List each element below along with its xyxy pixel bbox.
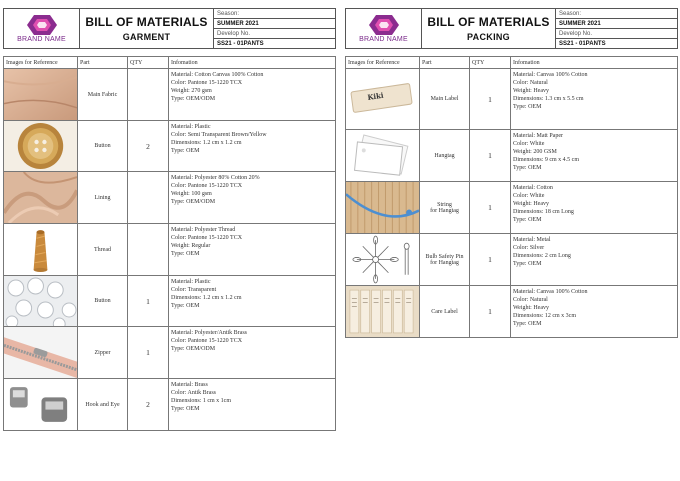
brand-name: BRAND NAME	[17, 35, 66, 43]
part-cell: Lining	[78, 172, 128, 224]
doc-subtitle: PACKING	[467, 32, 510, 42]
info-line: Type: OEM	[171, 406, 200, 412]
table-row	[346, 234, 678, 286]
part-cell: Button	[78, 121, 128, 172]
lining-fabric-image	[4, 172, 78, 224]
horn-button-image	[4, 121, 78, 172]
season-value: SUMMER 2021	[214, 19, 335, 29]
info-line: Weight: Regular	[171, 243, 211, 249]
part-cell: Button	[78, 276, 128, 327]
info-line: Type: OEM	[171, 148, 200, 154]
info-line: Material: Matt Paper	[513, 133, 563, 139]
table-header-row	[346, 57, 678, 69]
table-row	[4, 69, 336, 121]
develop-value: SS21 - 01PANTS	[217, 40, 264, 47]
info-line: Color: Pantone 15-1220 TCX	[171, 338, 243, 344]
part-cell: Thread	[78, 224, 128, 276]
info-line: Material: Polyester/Antik Brass	[171, 330, 247, 336]
col-images: Images for Reference	[346, 57, 420, 69]
table-row	[4, 327, 336, 379]
season-label: Season:	[556, 9, 677, 19]
info-line: Material: Plastic	[171, 279, 211, 285]
part-cell: Hook and Eye	[78, 379, 128, 431]
qty-cell: 1	[470, 182, 511, 234]
qty-cell: 2	[128, 379, 169, 431]
brand-logo	[4, 9, 80, 48]
brand-logo	[346, 9, 422, 48]
info-line: Dimensions: 1.2 cm x 1.2 cm	[171, 140, 242, 146]
info-cell	[169, 276, 336, 327]
table-row	[4, 379, 336, 431]
info-line: Type: OEM	[513, 165, 542, 171]
info-line: Type: OEM	[171, 303, 200, 309]
develop-label: Develop No.	[214, 29, 335, 39]
doc-title: BILL OF MATERIALS	[85, 15, 208, 29]
season-value: SUMMER 2021	[556, 19, 677, 29]
info-cell	[169, 172, 336, 224]
col-qty: QTY	[470, 57, 511, 69]
info-line: Color: Semi Transparent Brown/Yellow	[171, 132, 267, 138]
part-cell: Zipper	[78, 327, 128, 379]
info-line: Color: Pantone 15-1220 TCX	[171, 235, 243, 241]
table-row	[346, 286, 678, 338]
info-line: Dimensions: 1 cm x 1cm	[171, 398, 231, 404]
info-line: Weight: 100 gsm	[171, 191, 212, 197]
svg-text:Kiki: Kiki	[366, 90, 384, 103]
info-cell	[511, 130, 678, 182]
packing-bom-sheet	[345, 8, 678, 338]
table-row	[346, 182, 678, 234]
hexagon-logo-icon	[369, 15, 399, 35]
info-cell	[169, 379, 336, 431]
info-line: Material: Canvas 100% Cotton	[513, 289, 588, 295]
garment-bom-sheet	[3, 8, 336, 431]
thread-spool-image	[4, 224, 78, 276]
info-line: Dimensions: 12 cm x 3cm	[513, 313, 576, 319]
info-line: Weight: Heavy	[513, 305, 550, 311]
info-line: Dimensions: 1.2 cm x 1.2 cm	[171, 295, 242, 301]
qty-cell: 1	[470, 234, 511, 286]
info-line: Dimensions: 18 cm Long	[513, 209, 574, 215]
table-row	[4, 172, 336, 224]
info-line: Material: Polyester Thread	[171, 227, 236, 233]
info-cell	[169, 224, 336, 276]
info-line: Color: Pantone 15-1220 TCX	[171, 80, 243, 86]
part-cell: Hangtag	[420, 130, 470, 182]
hangtag-cards-image	[346, 130, 420, 182]
info-line: Type: OEM	[513, 321, 542, 327]
season-label: Season:	[214, 9, 335, 19]
qty-cell: 1	[470, 69, 511, 130]
care-labels-image	[346, 286, 420, 338]
info-line: Dimensions: 2 cm Long	[513, 253, 571, 259]
info-cell	[511, 286, 678, 338]
info-line: Material: Plastic	[171, 124, 211, 130]
qty-cell	[128, 172, 169, 224]
qty-cell: 2	[128, 121, 169, 172]
doc-title-block	[422, 9, 556, 48]
info-cell	[511, 69, 678, 130]
info-line: Material: Cotton Canvas 100% Cotton	[171, 72, 264, 78]
safety-pins-image	[346, 234, 420, 286]
info-line: Type: OEM	[513, 261, 542, 267]
qty-cell	[128, 69, 169, 121]
meta-block	[556, 9, 677, 48]
info-line: Color: White	[513, 141, 545, 147]
info-line: Color: Natural	[513, 80, 548, 86]
string-image	[346, 182, 420, 234]
info-line: Type: OEM/ODM	[171, 96, 216, 102]
info-line: Color: Antik Brass	[171, 390, 217, 396]
info-cell	[511, 234, 678, 286]
table-row	[346, 130, 678, 182]
info-line: Dimensions: 9 cm x 4.5 cm	[513, 157, 579, 163]
info-line: Material: Cotton	[513, 185, 553, 191]
main-label-image	[346, 69, 420, 130]
part-cell: Care Label	[420, 286, 470, 338]
info-line: Weight: Heavy	[513, 201, 550, 207]
info-line: Color: White	[513, 193, 545, 199]
part-cell: String for Hangtag	[420, 182, 470, 234]
info-cell	[169, 69, 336, 121]
info-line: Material: Metal	[513, 237, 551, 243]
info-line: Color: Natural	[513, 297, 548, 303]
qty-cell: 1	[128, 327, 169, 379]
part-cell: Main Fabric	[78, 69, 128, 121]
fabric-swatch-image	[4, 69, 78, 121]
info-line: Material: Brass	[171, 382, 208, 388]
table-row	[346, 69, 678, 130]
info-line: Type: OEM/ODM	[171, 199, 216, 205]
info-line: Dimensions: 1.3 cm x 5.5 cm	[513, 96, 584, 102]
info-cell	[511, 182, 678, 234]
info-line: Weight: 270 gsm	[171, 88, 212, 94]
develop-label: Develop No.	[556, 29, 677, 39]
qty-cell: 1	[128, 276, 169, 327]
col-qty: QTY	[128, 57, 169, 69]
info-line: Type: OEM/ODM	[171, 346, 216, 352]
col-info: Infomation	[169, 57, 336, 69]
qty-cell: 1	[470, 286, 511, 338]
table-row	[4, 276, 336, 327]
info-line: Type: OEM	[171, 251, 200, 257]
part-cell: Main Label	[420, 69, 470, 130]
develop-value: SS21 - 01PANTS	[559, 40, 606, 47]
zipper-image	[4, 327, 78, 379]
info-line: Weight: Heavy	[513, 88, 550, 94]
packing-header	[345, 8, 678, 49]
col-images: Images for Reference	[4, 57, 78, 69]
part-cell: Bulb Safety Pin for Hangtag	[420, 234, 470, 286]
col-part: Part	[78, 57, 128, 69]
qty-cell	[128, 224, 169, 276]
table-row	[4, 121, 336, 172]
clear-buttons-image	[4, 276, 78, 327]
packing-bom-table	[345, 56, 678, 338]
hexagon-logo-icon	[27, 15, 57, 35]
info-line: Color: Silver	[513, 245, 545, 251]
doc-subtitle: GARMENT	[122, 32, 171, 42]
col-part: Part	[420, 57, 470, 69]
hook-and-eye-image	[4, 379, 78, 431]
doc-title: BILL OF MATERIALS	[427, 15, 550, 29]
table-header-row	[4, 57, 336, 69]
garment-bom-table	[3, 56, 336, 431]
info-cell	[169, 327, 336, 379]
doc-title-block	[80, 9, 214, 48]
info-line: Weight: 200 GSM	[513, 149, 557, 155]
info-line: Material: Polyester 80% Cotton 20%	[171, 175, 260, 181]
info-cell	[169, 121, 336, 172]
info-line: Color: Pantone 15-1220 TCX	[171, 183, 243, 189]
info-line: Color: Transparent	[171, 287, 217, 293]
table-row	[4, 224, 336, 276]
qty-cell: 1	[470, 130, 511, 182]
garment-header	[3, 8, 336, 49]
info-line: Type: OEM	[513, 104, 542, 110]
brand-name: BRAND NAME	[359, 35, 408, 43]
info-line: Type: OEM	[513, 217, 542, 223]
meta-block	[214, 9, 335, 48]
info-line: Material: Canvas 100% Cotton	[513, 72, 588, 78]
col-info: Infomation	[511, 57, 678, 69]
